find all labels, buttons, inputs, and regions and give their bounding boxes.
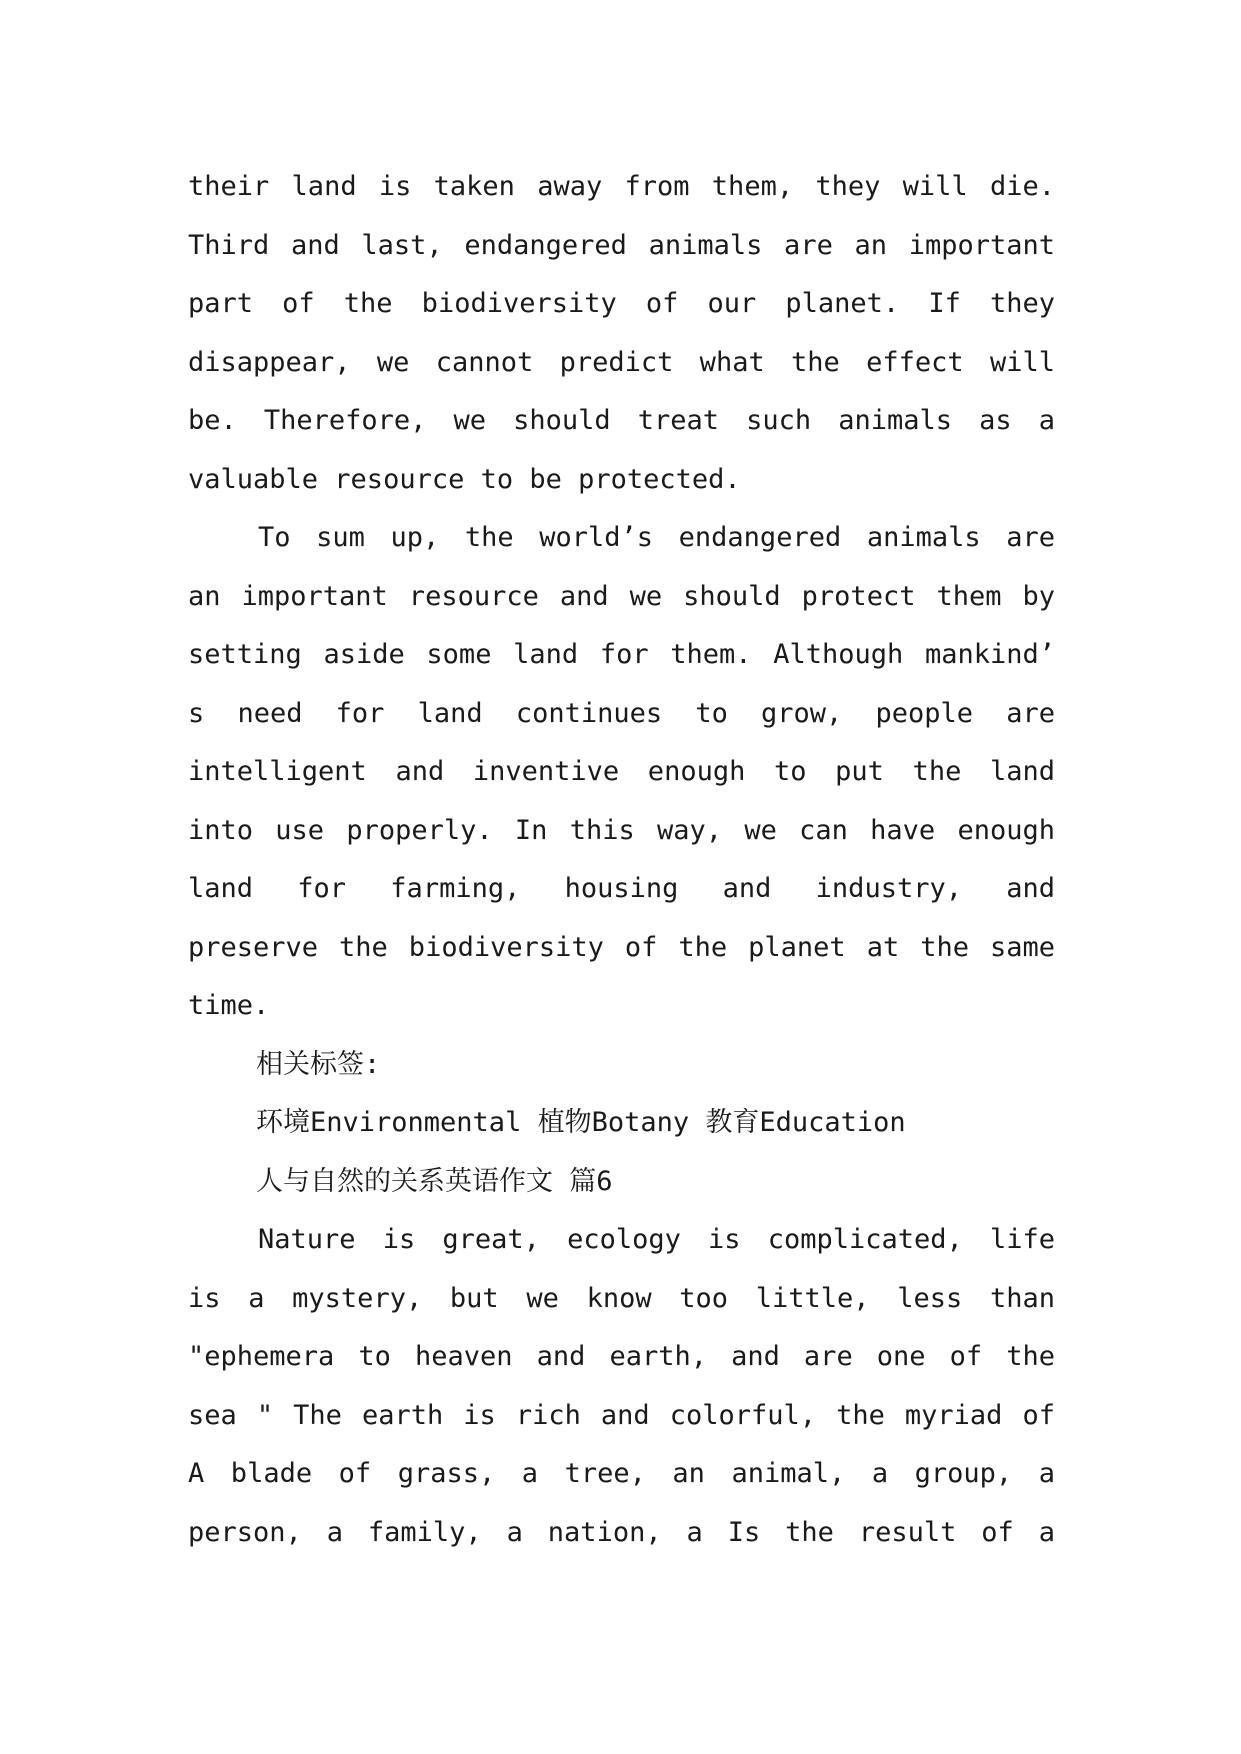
paragraph-conclusion (188, 509, 1055, 1036)
text-line: Third and last, endangered animals are an important (188, 229, 1055, 261)
text-line: Nature is great, ecology is complicated, life (258, 1224, 1055, 1255)
text-line: s need for land continues to grow, people are (188, 697, 1055, 729)
text-line: intelligent and inventive enough to put the land (188, 756, 1055, 787)
document-page (188, 158, 1055, 1562)
text-line: To sum up, the world’s endangered animals are (258, 522, 1055, 553)
text-line: be. Therefore, we should treat such animals as a (188, 405, 1055, 436)
text-line: "ephemera to heaven and earth, and are one of the (188, 1341, 1055, 1372)
paragraph-nature (188, 1211, 1055, 1562)
text-line: preserve the biodiversity of the planet at the same (188, 931, 1055, 963)
text-line: A blade of grass, a tree, an animal, a group, a (188, 1458, 1055, 1489)
tags-label: 相关标签: (256, 1048, 381, 1080)
text-line: person, a family, a nation, a Is the result of a (188, 1516, 1055, 1548)
text-line: disappear, we cannot predict what the effect will (188, 346, 1055, 378)
text-line: sea " The earth is rich and colorful, the myriad of (188, 1399, 1055, 1431)
text-line: land for farming, housing and industry, and (188, 873, 1055, 904)
text-line: their land is taken away from them, they will die. (188, 171, 1055, 202)
section-title: 人与自然的关系英语作文 篇6 (256, 1165, 613, 1197)
paragraph-endangered-animals (188, 158, 1055, 509)
text-line: valuable resource to be protected. (188, 463, 741, 495)
text-line: into use properly. In this way, we can have enough (188, 814, 1055, 846)
text-line: setting aside some land for them. Although mankind’ (188, 639, 1055, 670)
text-line: an important resource and we should protect them by (188, 580, 1055, 612)
text-line: is a mystery, but we know too little, less than (188, 1282, 1055, 1314)
tags-list: 环境Environmental 植物Botany 教育Education (256, 1107, 906, 1138)
text-line: part of the biodiversity of our planet. If they (188, 288, 1055, 319)
text-line: time. (188, 990, 270, 1021)
